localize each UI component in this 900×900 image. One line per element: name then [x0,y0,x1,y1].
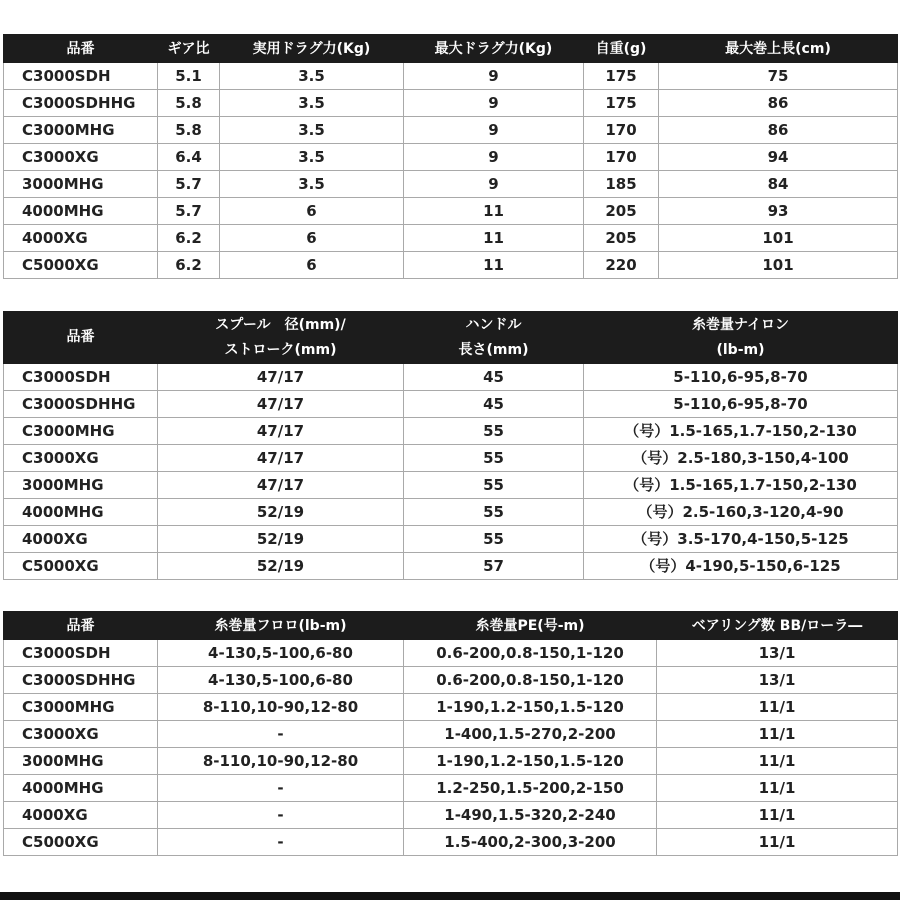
cell: 47/17 [158,472,404,499]
cell: 4-130,5-100,6-80 [158,640,404,667]
cell: 6 [220,198,404,225]
model-cell: C3000SDHHG [4,667,158,694]
cell: 52/19 [158,553,404,580]
cell: 5.7 [158,171,220,198]
cell: 52/19 [158,526,404,553]
table-row [4,225,898,252]
cell: 11/1 [657,694,898,721]
cell: 1-190,1.2-150,1.5-120 [404,694,657,721]
model-cell: C3000XG [4,445,158,472]
cell: （号）1.5-165,1.7-150,2-130 [584,418,898,445]
model-cell: 4000MHG [4,198,158,225]
cell: （号）2.5-160,3-120,4-90 [584,499,898,526]
model-cell: C5000XG [4,252,158,279]
model-cell: C3000SDH [4,364,158,391]
cell: 94 [659,144,898,171]
cell: 13/1 [657,667,898,694]
cell: 8-110,10-90,12-80 [158,748,404,775]
header-handle-length [404,312,584,364]
cell: 0.6-200,0.8-150,1-120 [404,667,657,694]
table-row [4,198,898,225]
model-cell: 4000XG [4,526,158,553]
cell: 6 [220,252,404,279]
cell: - [158,775,404,802]
cell: 13/1 [657,640,898,667]
cell: 47/17 [158,391,404,418]
cell: 0.6-200,0.8-150,1-120 [404,640,657,667]
cell: 6 [220,225,404,252]
model-cell: 3000MHG [4,748,158,775]
table-header-row [4,612,898,640]
model-cell: C3000MHG [4,694,158,721]
table-row [4,472,898,499]
table-row [4,499,898,526]
cell: 11/1 [657,721,898,748]
model-cell: C3000SDH [4,640,158,667]
cell: 3.5 [220,117,404,144]
table-row [4,526,898,553]
table-row [4,252,898,279]
cell: （号）1.5-165,1.7-150,2-130 [584,472,898,499]
cell: 9 [404,90,584,117]
cell: - [158,802,404,829]
cell: 4-130,5-100,6-80 [158,667,404,694]
cell: （号）4-190,5-150,6-125 [584,553,898,580]
cell: - [158,721,404,748]
cell: 175 [584,63,659,90]
cell: 5.8 [158,90,220,117]
table-row [4,748,898,775]
header-model [4,312,158,364]
table-row [4,775,898,802]
header-nylon-capacity [584,312,898,364]
cell: 5-110,6-95,8-70 [584,364,898,391]
spec-table-fluoro-pe-bearing [3,611,898,856]
model-cell: C3000MHG [4,117,158,144]
cell: 9 [404,63,584,90]
cell: 55 [404,418,584,445]
header-max-drag: 最大ドラグ力(Kg) [404,35,584,63]
model-cell: 4000XG [4,225,158,252]
cell: （号）3.5-170,4-150,5-125 [584,526,898,553]
cell: 11/1 [657,802,898,829]
model-cell: C3000SDHHG [4,90,158,117]
model-cell: C3000MHG [4,418,158,445]
cell: 9 [404,171,584,198]
table-row [4,90,898,117]
model-cell: 4000MHG [4,499,158,526]
cell: 47/17 [158,364,404,391]
cell: 6.2 [158,225,220,252]
cell: 9 [404,144,584,171]
cell: 6.2 [158,252,220,279]
spec-table-drag-weight [3,34,898,279]
cell: 86 [659,117,898,144]
header-bearings: ベアリング数 BB/ローラ― [657,612,898,640]
cell: 57 [404,553,584,580]
table-row [4,553,898,580]
header-model: 品番 [4,35,158,63]
cell: 9 [404,117,584,144]
cell: 3.5 [220,90,404,117]
cell: （号）2.5-180,3-150,4-100 [584,445,898,472]
cell: 47/17 [158,445,404,472]
cell: 3.5 [220,144,404,171]
cell: 5.7 [158,198,220,225]
cell: 3.5 [220,63,404,90]
cell: 55 [404,472,584,499]
cell: 6.4 [158,144,220,171]
header-line1: 糸巻量ナイロン [691,316,790,333]
header-line1: スプール 径(mm)/ [215,316,346,333]
model-cell: 3000MHG [4,472,158,499]
cell: 11/1 [657,748,898,775]
model-cell: C3000SDH [4,63,158,90]
cell: 52/19 [158,499,404,526]
cell: 3.5 [220,171,404,198]
cell: - [158,829,404,856]
cell: 84 [659,171,898,198]
cell: 75 [659,63,898,90]
header-line2: ストローク(mm) [224,341,337,358]
cell: 101 [659,225,898,252]
cell: 55 [404,499,584,526]
table-row [4,802,898,829]
header-line2: (lb-m) [716,341,765,358]
table-row [4,144,898,171]
table-row [4,63,898,90]
cell: 5-110,6-95,8-70 [584,391,898,418]
cell: 5.1 [158,63,220,90]
cell: 185 [584,171,659,198]
header-line1: ハンドル [465,316,522,333]
cell: 45 [404,391,584,418]
cell: 1.2-250,1.5-200,2-150 [404,775,657,802]
table-row [4,640,898,667]
cell: 11/1 [657,775,898,802]
model-cell: C5000XG [4,829,158,856]
cell: 1-190,1.2-150,1.5-120 [404,748,657,775]
cell: 11 [404,252,584,279]
cell: 45 [404,364,584,391]
cell: 8-110,10-90,12-80 [158,694,404,721]
table-row [4,364,898,391]
cell: 86 [659,90,898,117]
cell: 47/17 [158,418,404,445]
table-row [4,721,898,748]
cell: 1.5-400,2-300,3-200 [404,829,657,856]
header-gear-ratio: ギア比 [158,35,220,63]
table-header-row [4,35,898,63]
table-header-row [4,312,898,364]
model-cell: 3000MHG [4,171,158,198]
cell: 55 [404,526,584,553]
table-row [4,694,898,721]
table-row [4,117,898,144]
cell: 11 [404,198,584,225]
cell: 205 [584,225,659,252]
bottom-divider [0,892,900,900]
cell: 175 [584,90,659,117]
header-max-retrieve: 最大巻上長(cm) [659,35,898,63]
table-row [4,445,898,472]
header-practical-drag: 実用ドラグ力(Kg) [220,35,404,63]
model-cell: 4000MHG [4,775,158,802]
header-model-label: 品番 [66,329,95,345]
model-cell: 4000XG [4,802,158,829]
model-cell: C3000XG [4,721,158,748]
model-cell: C5000XG [4,553,158,580]
header-model: 品番 [4,612,158,640]
model-cell: C3000SDHHG [4,391,158,418]
cell: 220 [584,252,659,279]
cell: 55 [404,445,584,472]
cell: 101 [659,252,898,279]
cell: 11/1 [657,829,898,856]
header-fluoro-capacity: 糸巻量フロロ(lb-m) [158,612,404,640]
cell: 1-490,1.5-320,2-240 [404,802,657,829]
header-spool-stroke [158,312,404,364]
cell: 93 [659,198,898,225]
cell: 205 [584,198,659,225]
spec-table-spool-nylon [3,311,898,580]
cell: 170 [584,144,659,171]
cell: 5.8 [158,117,220,144]
table-row [4,418,898,445]
table-row [4,829,898,856]
cell: 170 [584,117,659,144]
table-row [4,171,898,198]
model-cell: C3000XG [4,144,158,171]
cell: 1-400,1.5-270,2-200 [404,721,657,748]
header-line2: 長さ(mm) [458,341,529,358]
header-weight: 自重(g) [584,35,659,63]
cell: 11 [404,225,584,252]
table-row [4,391,898,418]
table-row [4,667,898,694]
header-pe-capacity: 糸巻量PE(号-m) [404,612,657,640]
